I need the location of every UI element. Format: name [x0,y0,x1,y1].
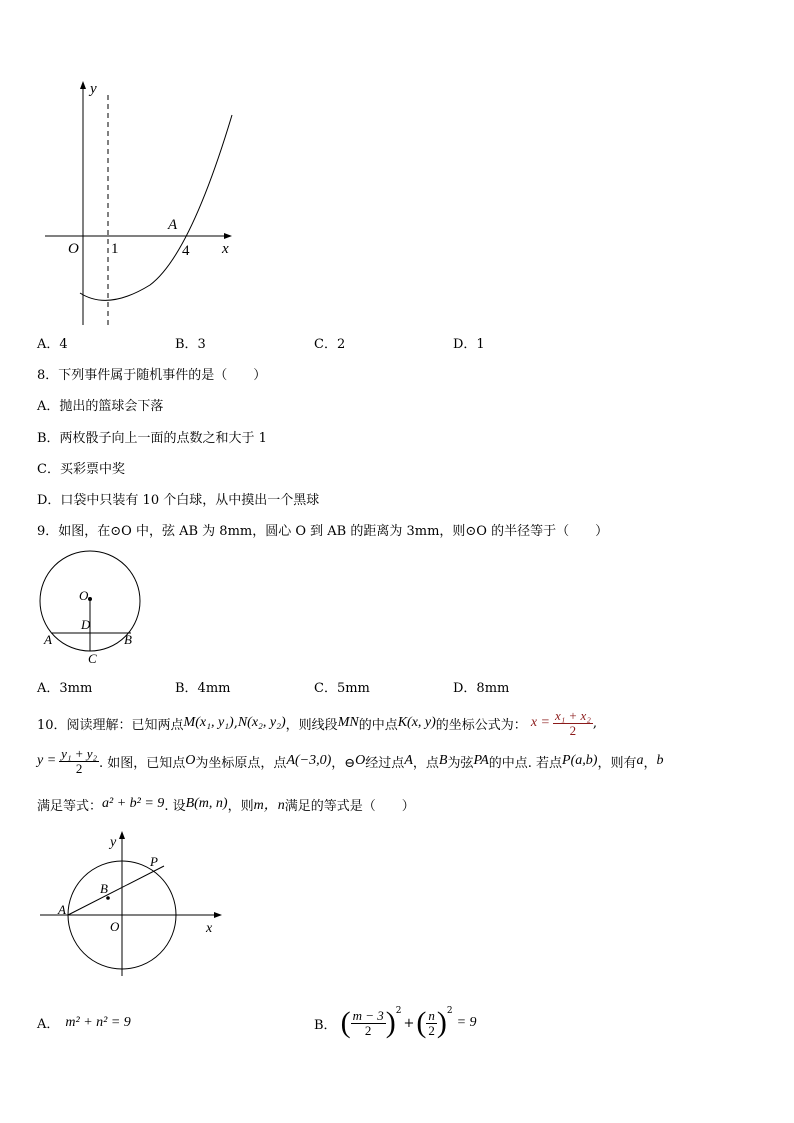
x-axis-label: x [222,241,229,257]
q10-fig-x: x [206,921,213,936]
q7-option-a[interactable]: A．4 [37,337,68,352]
q8-stem: 8．下列事件属于随机事件的是（ ） [37,368,267,383]
q10-segment-mn: MN [337,715,359,730]
q10-intro: 10．阅读理解：已知两点 [37,717,184,733]
origin-label: O [68,241,79,257]
q9-option-b[interactable]: B．4mm [175,681,231,696]
q10-fig-y: y [110,835,117,850]
q9-label-o: O [79,588,89,603]
q10-point-n: N(x₂, y₂) [237,715,286,730]
q10-line-1: 10．阅读理解：已知两点 M(x₁, y₁) , N(x₂, y₂) ，则线段 MN 的中点 K(x, y) 的坐标公式为： x = $\frac{\text{x₁ + x₂}}{2}$ , [37,707,597,738]
parabola-figure [40,75,240,330]
q10-fig-p: P [150,854,158,869]
q9-stem: 9．如图，在⊙O 中，弦 AB 为 8mm，圆心 O 到 AB 的距离为 3mm，则⊙O 的半径等于（ ） [37,524,609,539]
q10-point-p: P(a,b) [562,753,598,768]
q9-label-a: A [44,632,52,647]
q10-point-k: K(x, y) [397,715,436,730]
q7-option-b[interactable]: B．3 [175,337,206,352]
q8-option-c[interactable]: C．买彩票中奖 [37,462,125,477]
q10-option-b[interactable]: B． ( $\frac{m - 3}{2}$ ) $^2$ + ( $\frac{n}{2}$ ) $^2$ = 9 [314,1006,477,1039]
q9-option-d[interactable]: D．8mm [453,681,510,696]
q10-eq-a2b2: a² + b² = 9 [102,796,165,811]
point-a-label: A [168,217,178,233]
q10-point-a: A(−3,0) [286,753,332,768]
q7-option-c[interactable]: C．2 [314,337,346,352]
q8-option-d[interactable]: D．口袋中只装有 10 个白球，从中摸出一个黑球 [37,493,320,508]
tick-1-label: 1 [111,241,119,257]
q8-option-b[interactable]: B．两枚骰子向上一面的点数之和大于 1 [37,431,267,446]
q10-line-3: 满足等式： a² + b² = 9 . 设 B(m, n) ，则 m，n 满足的等式是（ ） [37,796,415,814]
q9-option-c[interactable]: C．5mm [314,681,370,696]
y-axis-label: y [90,81,97,97]
q9-circle-figure [36,545,146,667]
q10-point-m: M(x₁, y₁) [183,715,234,730]
q10-y-formula: y = $\frac{\text{y₁ + y₂}}{2}$ [37,745,98,776]
q10-x-formula: x = $\frac{\text{x₁ + x₂}}{2}$ [530,707,591,738]
q10-fig-a: A [58,902,66,917]
q10-option-a[interactable]: A． m² + n² = 9 [37,1014,131,1032]
tick-4-label: 4 [182,243,190,259]
q9-option-a[interactable]: A．3mm [37,681,93,696]
q9-label-d: D [81,617,91,632]
q8-option-a[interactable]: A．抛出的篮球会下落 [37,399,164,414]
q9-label-b: B [124,632,132,647]
q7-option-d[interactable]: D．1 [453,337,485,352]
q10-line-2: y = $\frac{\text{y₁ + y₂}}{2}$ . 如图，已知点 O 为坐标原点，点 A(−3,0) ，⊖ O 经过点 A ，点 B 为弦 PA 的中点. 若点 P(a,b) ，则有 a ， b [37,745,664,776]
q10-circle-figure [40,828,230,978]
q10-fig-o: O [110,919,120,934]
q9-label-c: C [88,651,97,666]
q10-fig-b: B [100,881,108,896]
q10-point-b: B(m, n) [185,796,228,811]
